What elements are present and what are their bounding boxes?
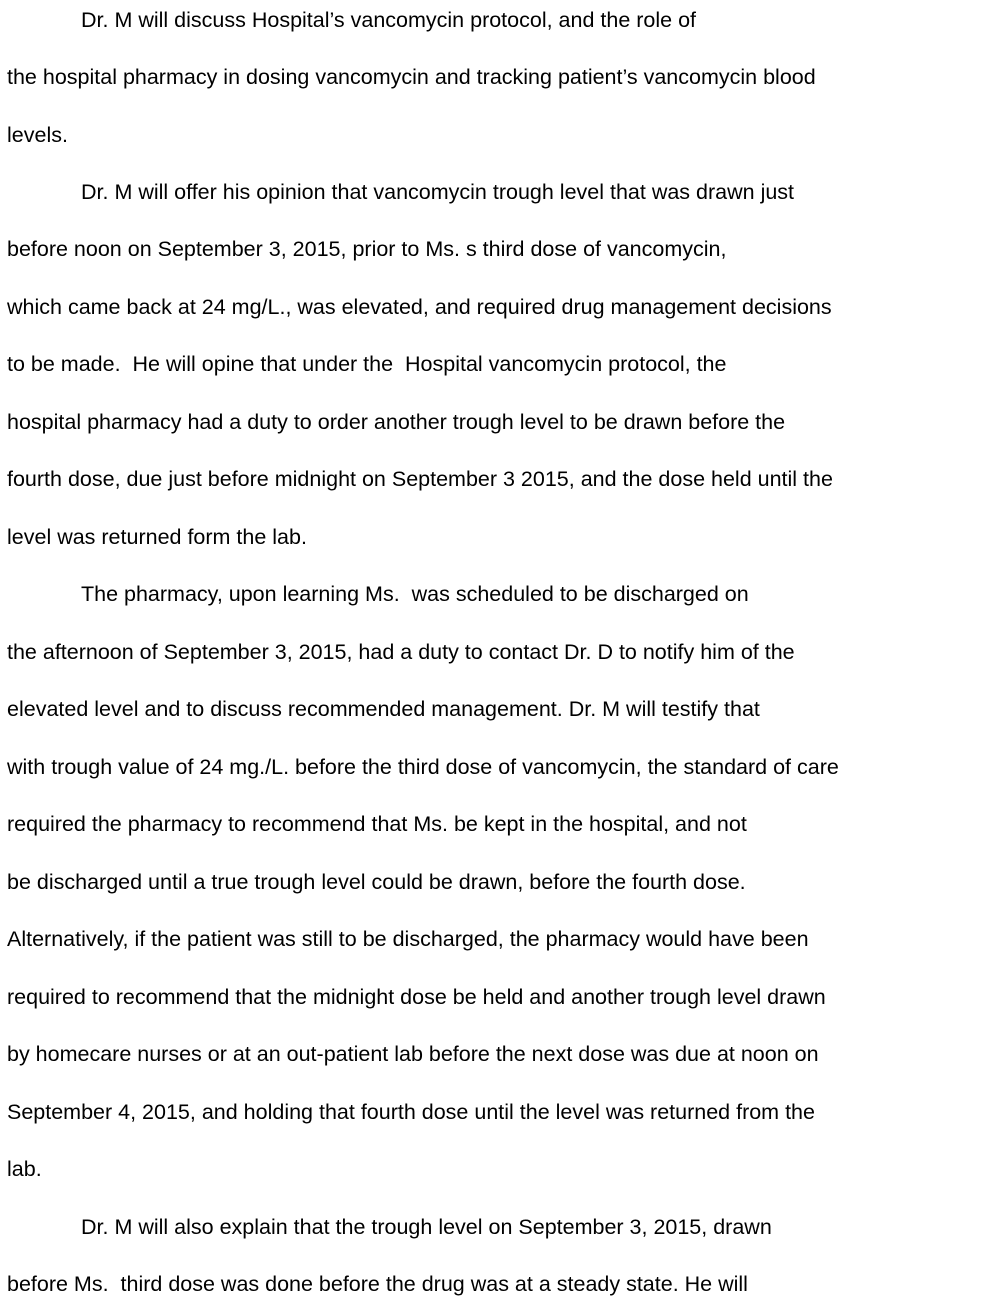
text-line: [7, 1097, 815, 1127]
text-run: the hospital pharmacy in dosing vancomycin and tracking patient’s vancomycin blood: [7, 65, 816, 89]
text-run: levels.: [7, 123, 68, 147]
text-line: [81, 177, 794, 207]
text-run: by homecare nurses or at an out-patient lab before the next dose was due at noon on: [7, 1042, 819, 1066]
text-line: [7, 120, 68, 150]
text-run: level was returned form the lab.: [7, 525, 307, 549]
text-run: which came back at 24 mg/L., was elevated, and required drug management decisions: [7, 295, 832, 319]
text-line: [7, 292, 832, 322]
text-line: [7, 982, 826, 1012]
text-run: s third dose of vancomycin,: [465, 237, 727, 261]
text-run: required the pharmacy to recommend that Ms.: [7, 812, 454, 836]
text-line: [81, 579, 749, 609]
text-run: Alternatively, if the patient was still to be discharged, the pharmacy would have been: [7, 927, 809, 951]
text-run: third dose was done before the drug was at a steady state. He will: [114, 1272, 748, 1296]
text-run: the afternoon of September 3, 2015, had a duty to contact Dr. D: [7, 640, 613, 664]
text-run: Dr. M: [81, 1215, 133, 1239]
text-line: [81, 5, 696, 35]
text-run: with trough value of 24 mg./L. before the third dose of vancomycin, the standard of care: [7, 755, 839, 779]
text-line: [7, 809, 747, 839]
text-line: [7, 234, 726, 264]
text-run: Dr. M: [81, 180, 133, 204]
text-run: to notify him of the: [612, 640, 795, 664]
text-line: [7, 1269, 748, 1299]
text-line: [7, 867, 746, 897]
text-run: lab.: [7, 1157, 42, 1181]
text-line: [7, 1039, 819, 1069]
text-run: elevated level and to discuss recommended management. Dr. M: [7, 697, 621, 721]
text-line: [81, 1212, 772, 1242]
text-run: be kept in the hospital, and not: [453, 812, 747, 836]
text-run: was scheduled to be discharged on: [405, 582, 749, 606]
text-line: [7, 407, 785, 437]
text-line: [7, 522, 307, 552]
text-run: required to recommend that the midnight dose be held and another trough level drawn: [7, 985, 826, 1009]
text-line: [7, 1154, 42, 1184]
text-line: [7, 752, 839, 782]
text-run: Hospital’s vancomycin protocol, and the role of: [245, 8, 697, 32]
text-line: [7, 924, 809, 954]
text-line: [7, 62, 816, 92]
text-run: September 4, 2015, and holding that fourth dose until the level was returned from the: [7, 1100, 815, 1124]
text-run: before Ms.: [7, 1272, 115, 1296]
text-run: will also explain that the trough level on September 3, 2015, drawn: [132, 1215, 772, 1239]
text-run: before noon on September 3, 2015, prior to Ms.: [7, 237, 466, 261]
text-line: [7, 464, 833, 494]
text-run: fourth dose, due just before midnight on September 3 2015, and the dose held until the: [7, 467, 833, 491]
text-run: hospital pharmacy had a duty to order another trough level to be drawn before the: [7, 410, 786, 434]
text-line: [7, 349, 726, 379]
text-run: Hospital vancomycin protocol, the: [399, 352, 727, 376]
text-run: Dr. M: [81, 8, 133, 32]
text-run: to be made. He will opine that under the: [7, 352, 400, 376]
text-line: [7, 637, 795, 667]
text-run: will offer his opinion that vancomycin trough level that was drawn just: [132, 180, 795, 204]
text-run: be discharged until a true trough level could be drawn, before the fourth dose.: [7, 870, 746, 894]
text-run: will discuss: [132, 8, 246, 32]
text-line: [7, 694, 760, 724]
text-run: The pharmacy, upon learning Ms.: [81, 582, 406, 606]
text-run: will testify that: [620, 697, 760, 721]
